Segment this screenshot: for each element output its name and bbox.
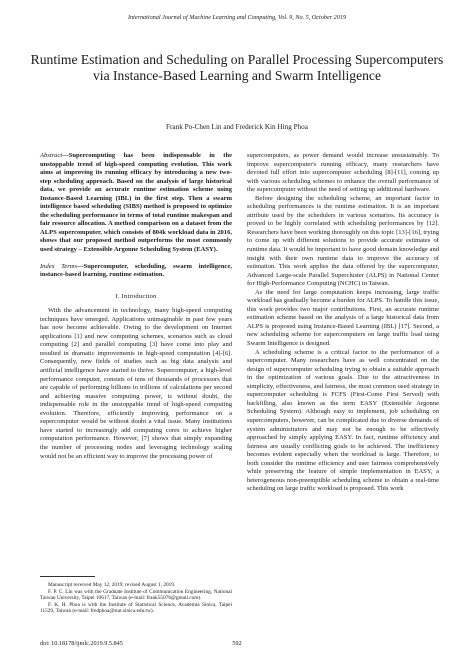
body-paragraph: Before designing the scheduling scheme, an important factor in scheduling performances is the runtime estimation. It is an important attribute used by the schedulers in various scenarios. Its accuracy is proved to be highly correlated with scheduling performances by [12]. Researchers have been working thoroughly on this topic [13]-[16], trying to come up with different solutions to provide accurate estimates of runtime data. It would be important to have good domain knowledge and insight with their own runtime data to improve the accuracy of estimation. This work applies the data offered by the supercomputer, Advanced Large-scale Parallel Supercluster (ALPS) in National Center for High-Performance Computing (NCHC) in Taiwan. bbox=[247, 194, 439, 288]
abstract-label: Abstract bbox=[40, 152, 63, 159]
paper-title: Runtime Estimation and Scheduling on Parallel Processing Supercomputers via Instance-Based Learning and Swarm Intelligence bbox=[30, 52, 444, 83]
footnote: F. P. C. Lin was with the Graduate Institute of Communication Engineering, National Taiwan University, Taipei 10617, Taiwan (e-mail: frank55076@gmail.com). bbox=[40, 588, 232, 602]
abstract-text: —Supercomputing has been indispensable in the unstoppable trend of high-speed computing evolution. This work aims at improving its running efficacy by introducing a new two-step scheduling approach. Based on the analysis of large historical data, we provide an accurate runtime estimation scheme using Instance-Based Learning (IBL) in the first step. Then a swarm intelligence based scheduling (SIBS) method is proposed to optimize the scheduling performance in terms of total runtime makespan and fair resource allocation. A method comparison on a dataset from the ALPS supercomputer, which consists of 804k workload data in 2016, shows that our proposed method outperforms the most commonly used strategy – Extensible Argonne Scheduling System (EASY). bbox=[40, 152, 232, 254]
body-paragraph: A scheduling scheme is a critical factor to the performance of a supercomputer. Many researchers have as well concentrated on the design of supercomputer scheduling trying to obtain a suitable approach in the optimization of various goals. Due to the attractiveness in simplicity, effectiveness, and fairness, the most common used strategy in supercomputer scheduling is FCFS (First-Come First Served) with backfilling, also known as the term EASY (Extensible Argonne Scheduling System). Although easy to implement, job scheduling on supercomputers, however, can be complicated due to diverse demands of system administrators and may not be enough to be effectively approached by simply applying EASY. In fact, runtime efficiency and fairness are usually conflicting goals to be achieved. The inefficiency becomes evident especially when the workload is large. Therefore, to both consider the runtime efficiency and user fairness comprehensively while preserving the feature of simple implementation in EASY, a heterogeneous non-preemptible scheduling scheme to obtain a real-time scheduling on large traffic workload is proposed. This work bbox=[247, 348, 439, 493]
doi: doi: 10.18178/ijmlc.2019.9.5.845 bbox=[40, 640, 123, 647]
index-terms-text: —Supercomputer, scheduling, swarm intelligence, instance-based learning, runtime estimation. bbox=[40, 262, 232, 279]
footnotes bbox=[40, 582, 232, 615]
footnote: Manuscript received May 12, 2019; revised August 1, 2019. bbox=[48, 582, 176, 588]
footnote-divider bbox=[40, 576, 95, 577]
abstract bbox=[40, 152, 232, 255]
running-head: International Journal of Machine Learning and Computing, Vol. 9, No. 5, October 2019 bbox=[127, 14, 347, 21]
footnote: F. K. H. Phoa is with the Institute of Statistical Science, Academia Sinica, Taipei 11529, Taiwan (e-mail: fredphoa@stat.sinica.edu.tw). bbox=[40, 601, 232, 615]
section-heading: I. Introduction bbox=[115, 292, 157, 300]
left-column bbox=[40, 152, 232, 461]
author-line: Frank Po-Chen Lin and Frederick Kin Hing Phoa bbox=[166, 123, 308, 131]
body-paragraph: As the need for large computation keeps increasing, large traffic workload has gradually become a burden for ALPS. To handle this issue, this work provides two major contributions. First, an accurate runtime estimation scheme based on the analysis of a large historical data from ALPS is proposed using Instance-Based Learning (IBL) [17]. Second, a new scheduling scheme for supercomputers on large traffic load using Swarm Intelligence is designed. bbox=[247, 288, 439, 348]
index-terms bbox=[40, 263, 232, 280]
body-paragraph: With the advancement in technology, many high-speed computing techniques have emerged. Applications unimaginable in past few years has now become achievable. Owing to the development on Internet applications [1] and new computing schemes, scenarios such as cloud computing [2] and parallel computing [3] have come into play and resulted in dramatic improvements in high-speed computation [4]-[6]. Consequently, new fields of studies such as big data analysis and artificial intelligence have started to thrive. Supercomputer, a high-level performance computer, consists of tens of thousands of processors that are capable of performing billions to trillions of calculations per second and achieving massive computing power, is without doubt, the indispensable role in the unstoppable trend of high-speed computing evolution. Therefore, efficiently improving performance on a supercomputer would be without doubt a vital issue. Many institutions have started to increasingly add computing cores to achieve higher computation performance. However, [7] shows that simply expanding the number of processing nodes and leveraging technology scaling would not be an efficient way to improve the processing power of bbox=[40, 307, 232, 460]
body-paragraph: supercomputers, as power demand would increase unsustainably. To improve supercomputer's running efficacy, many researchers have devoted full effort into supercomputer scheduling [8]-[11], coming up with various scheduling schemes to enhance the overall performance of the supercomputer without the need of setting up additional hardware. bbox=[247, 152, 439, 194]
index-terms-label: Index Terms bbox=[40, 262, 78, 270]
right-column bbox=[247, 152, 439, 494]
page-number: 592 bbox=[232, 640, 242, 647]
